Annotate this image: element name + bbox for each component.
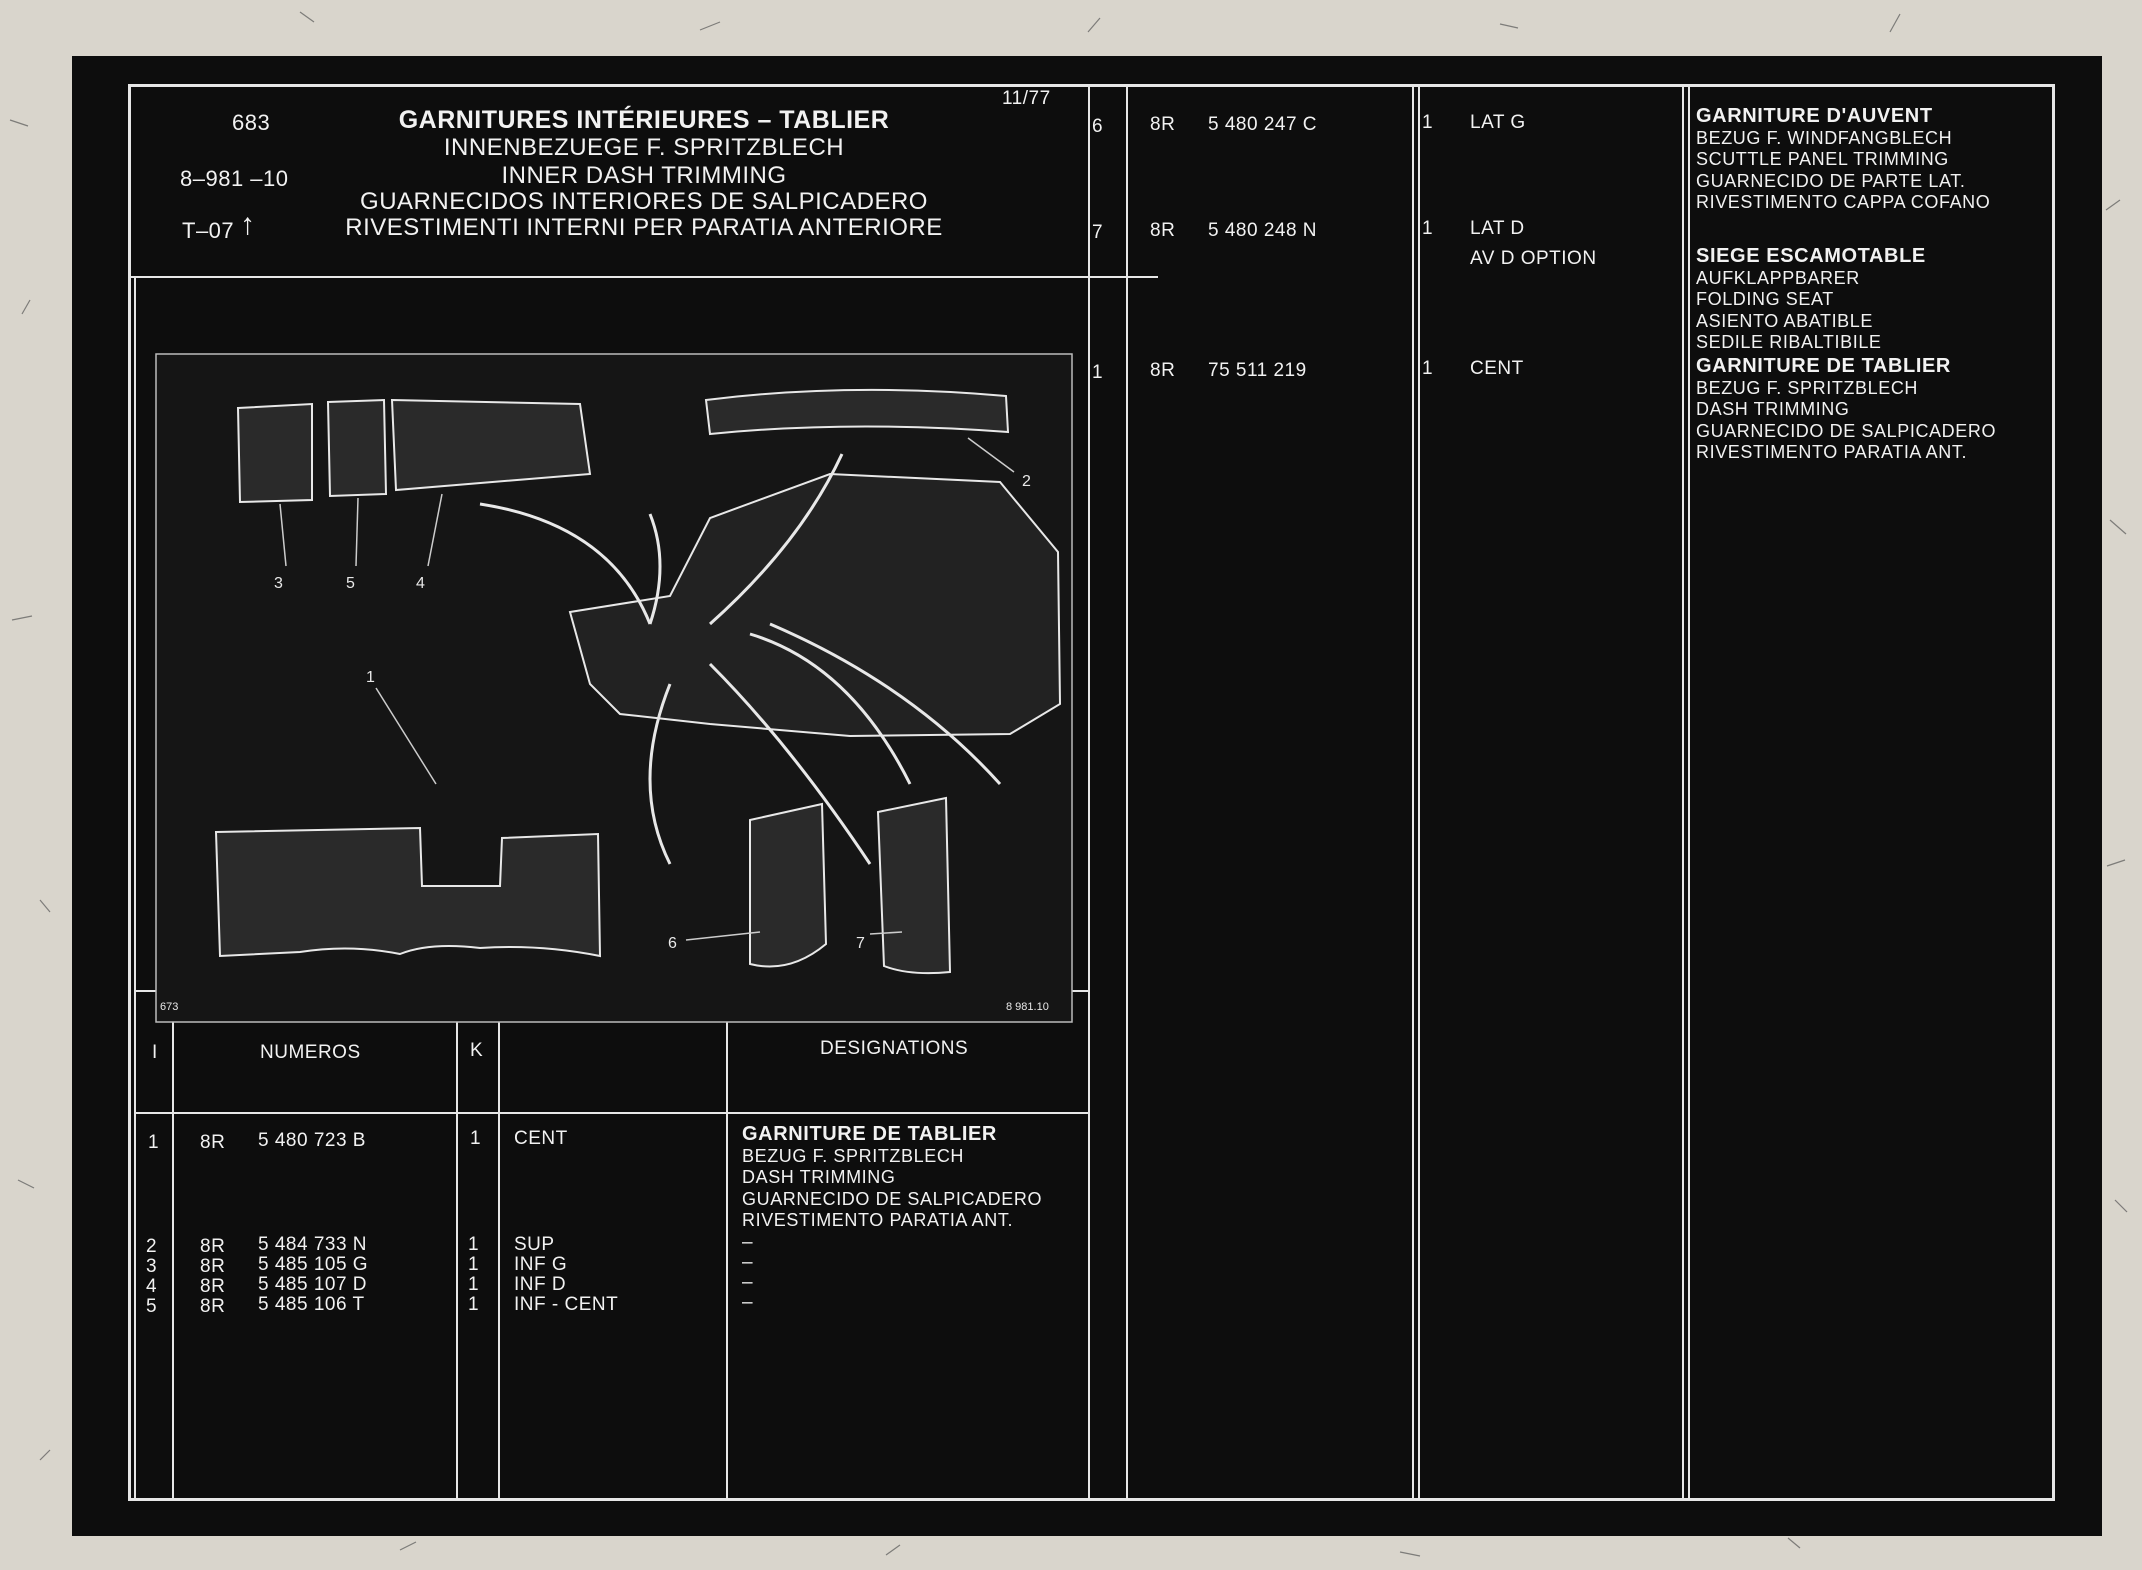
row-dash: – [742,1232,754,1253]
desc-line: RIVESTIMENTO PARATIA ANT. [1696,442,1968,462]
desc-line: GARNITURE DE TABLIER [1696,355,1951,377]
row-part-number: 5 480 723 B [258,1130,366,1151]
header-index: I [152,1042,158,1063]
desc-line: AUFKLAPPBARER [1696,267,1860,288]
row-prefix: 8R [200,1276,226,1297]
panel-1-shape [216,828,600,956]
title-en: INNER DASH TRIMMING [501,162,787,189]
desc-line: GUARNECIDO DE PARTE LAT. [1696,170,1966,191]
left-panel-right-border [1088,84,1090,1501]
desc-line: GUARNECIDO DE SALPICADERO [742,1188,1043,1209]
desc-line: SEDILE RIBALTIBILE [1696,332,1882,352]
row-index: 1 [1092,362,1104,383]
row-part-number: 5 485 107 D [258,1274,368,1295]
caption-left: 673 [160,1001,179,1013]
desc-line: FOLDING SEAT [1696,289,1834,309]
caption-right: 8 981.10 [1006,1001,1049,1013]
desc-line: GUARNECIDO DE SALPICADERO [1696,420,1997,441]
sheet-date: 11/77 [1002,88,1051,109]
row-prefix: 8R [200,1256,226,1277]
desc-line: GARNITURE D'AUVENT [1696,105,1933,127]
row-index: 5 [146,1296,158,1317]
desc-line: ASIENTO ABATIBLE [1696,310,1873,331]
row-part-number: 75 511 219 [1208,360,1307,381]
row-prefix: 8R [200,1296,226,1317]
callout-6: 6 [668,935,677,952]
table-header-divider [134,1112,1090,1114]
col-sep-2 [456,992,458,1500]
title-it: RIVESTIMENTI INTERNI PER PARATIA ANTERIORE [345,214,943,241]
row-index: 2 [146,1236,158,1257]
right-col-sep-4 [1682,84,1684,1501]
desc-line: SCUTTLE PANEL TRIMMING [1696,149,1949,169]
row-position: LAT D [1470,218,1525,239]
row-dash: – [742,1252,754,1273]
desc-line: SIEGE ESCAMOTABLE [1696,245,1926,267]
callout-4: 4 [416,575,425,592]
frame-top [128,84,2054,87]
desc-line: RIVESTIMENTO PARATIA ANT. [742,1210,1014,1230]
left-inner-left [134,276,136,1501]
frame-bottom [128,1498,2054,1501]
title-es: GUARNECIDOS INTERIORES DE SALPICADERO [360,188,928,215]
panel-4-shape [392,400,590,490]
desc-line: GARNITURE DE TABLIER [742,1123,997,1145]
row-qty: 1 [468,1234,480,1255]
desc-line: BEZUG F. WINDFANGBLECH [1696,127,1953,148]
exploded-view-diagram [150,304,1078,1024]
panel-5-shape [328,400,386,496]
row-qty: 1 [468,1254,480,1275]
callout-1: 1 [366,669,375,686]
callout-5: 5 [346,575,355,592]
panel-3-shape [238,404,312,502]
row-qty: 1 [470,1128,482,1149]
row-index: 6 [1092,116,1104,137]
right-col-sep-2 [1412,84,1414,1501]
row-index: 4 [146,1276,158,1297]
row-index: 7 [1092,222,1104,243]
row-part-number: 5 485 106 T [258,1294,365,1315]
row-dash: – [742,1272,754,1293]
desc-line: RIVESTIMENTO CAPPA COFANO [1696,192,1991,212]
row-qty: 1 [1422,112,1434,133]
col-sep-4 [726,992,728,1500]
panel-2-shape [706,390,1008,434]
row-position: SUP [514,1234,555,1255]
row-position: LAT G [1470,112,1526,133]
desc-line: BEZUG F. SPRITZBLECH [1696,377,1919,398]
callout-3: 3 [274,575,283,592]
arrow-up-icon: ↑ [240,208,256,241]
row-option: AV D OPTION [1470,248,1597,269]
ref-code: 8–981 –10 [180,166,289,191]
row-dash: – [742,1292,754,1313]
callout-2: 2 [1022,473,1031,490]
right-description-1 [1696,106,1990,214]
page-number: 683 [232,110,271,135]
row-prefix: 8R [1150,114,1176,135]
header-designations: DESIGNATIONS [820,1038,969,1059]
callout-7: 7 [856,935,865,952]
right-description-3 [1696,356,1996,464]
row-prefix: 8R [1150,360,1176,381]
row-position: INF - CENT [514,1294,619,1315]
desc-line: DASH TRIMMING [1696,399,1850,419]
right-col-sep-5 [1688,84,1690,1501]
title-fr: GARNITURES INTÉRIEURES – TABLIER [398,106,890,134]
parts-catalog-sheet [72,56,2102,1536]
panel-7-shape [878,798,950,973]
desc-line: DASH TRIMMING [742,1167,896,1187]
title-de: INNENBEZUEGE F. SPRITZBLECH [443,134,845,161]
row-position: INF G [514,1254,568,1275]
row-index: 1 [148,1132,160,1153]
row-position: CENT [514,1128,568,1149]
row-qty: 1 [1422,218,1434,239]
row-part-number: 5 484 733 N [258,1234,368,1255]
desc-line: BEZUG F. SPRITZBLECH [742,1145,965,1166]
row-prefix: 8R [1150,220,1176,241]
row-qty: 1 [1422,358,1434,379]
right-col-sep-3 [1418,84,1420,1501]
header-divider [128,276,1158,278]
row-position: CENT [1470,358,1524,379]
frame-left [128,84,131,1501]
row-qty: 1 [468,1274,480,1295]
row-position: INF D [514,1274,567,1295]
row-part-number: 5 480 248 N [1208,220,1318,241]
right-col-sep-1 [1126,84,1128,1501]
row-part-number: 5 485 105 G [258,1254,369,1275]
row-part-number: 5 480 247 C [1208,114,1318,135]
right-description-2 [1696,246,1926,354]
left-description [742,1124,1042,1232]
row-index: 3 [146,1256,158,1277]
row-prefix: 8R [200,1132,226,1153]
header-qty: K [470,1040,484,1061]
row-qty: 1 [468,1294,480,1315]
t-code: T–07 [182,218,235,243]
col-sep-1 [172,992,174,1500]
frame-right [2052,84,2055,1501]
header-numbers: NUMEROS [260,1042,361,1063]
panel-6-shape [750,804,826,967]
row-prefix: 8R [200,1236,226,1257]
col-sep-3 [498,992,500,1500]
